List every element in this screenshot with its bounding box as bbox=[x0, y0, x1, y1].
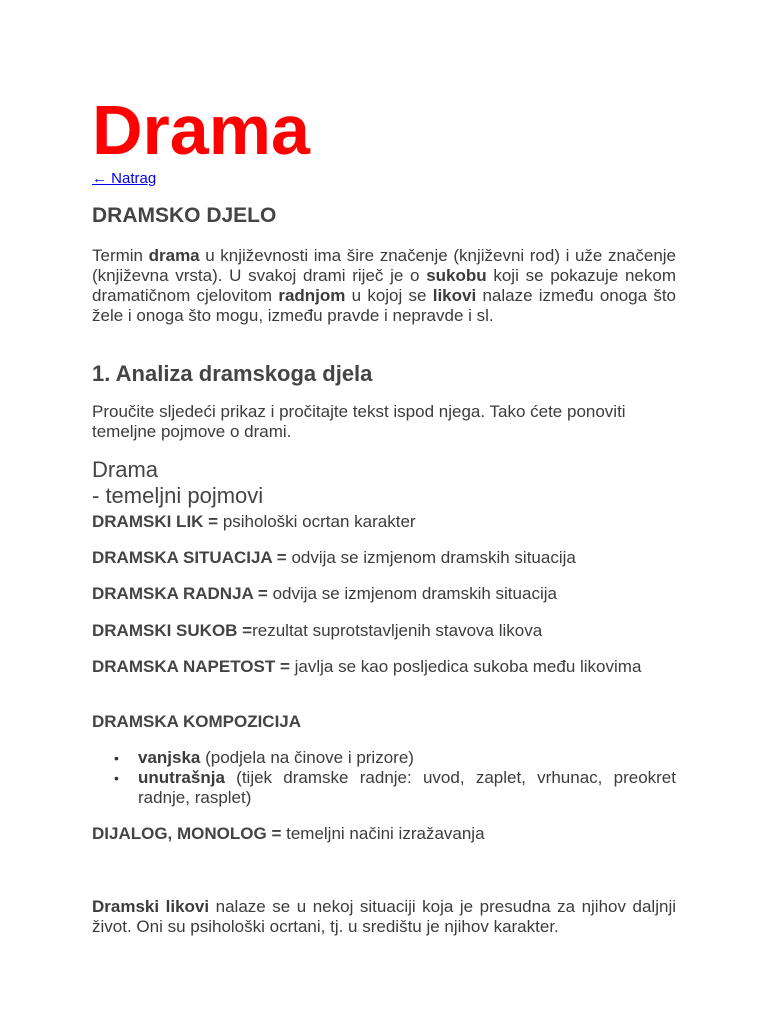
subtitle-line-1: Drama bbox=[92, 457, 159, 482]
back-link[interactable]: ← Natrag bbox=[92, 170, 157, 187]
term-label: DRAMSKA NAPETOST = bbox=[92, 657, 295, 676]
term-dramska-situacija bbox=[92, 548, 576, 568]
term-dramski-sukob bbox=[92, 621, 542, 641]
list-item bbox=[92, 768, 676, 808]
section-heading-analiza: 1. Analiza dramskoga djela bbox=[92, 361, 373, 386]
term-label: DRAMSKA SITUACIJA = bbox=[92, 548, 292, 567]
term-definition: psihološki ocrtan karakter bbox=[222, 512, 416, 531]
likovi-text: nalaze se u nekoj situaciji koja je presudna za njihov daljnji život. Oni su psihološki ocrtani, tj. u središtu je njihov karakter. bbox=[92, 897, 676, 936]
intro-text-1: Termin bbox=[92, 246, 149, 265]
kompozicija-list bbox=[92, 748, 676, 808]
intro-bold-likovi: likovi bbox=[432, 286, 477, 305]
term-definition: odvija se izmjenom dramskih situacija bbox=[272, 584, 557, 603]
term-definition: rezultat suprotstavljenih stavova likova bbox=[252, 621, 543, 640]
term-label: DRAMSKI SUKOB = bbox=[92, 621, 253, 640]
list-item-text: (tijek dramske radnje: uvod, zaplet, vrhunac, preokret radnje, rasplet) bbox=[138, 768, 676, 807]
list-item-bold: vanjska bbox=[138, 748, 201, 767]
term-dijalog-monolog bbox=[92, 824, 485, 844]
term-definition: odvija se izmjenom dramskih situacija bbox=[291, 548, 576, 567]
diagram-subtitle bbox=[92, 457, 263, 509]
intro-bold-sukobu: sukobu bbox=[426, 266, 487, 285]
list-item-bold: unutrašnja bbox=[138, 768, 225, 787]
section-heading-dramsko-djelo: DRAMSKO DJELO bbox=[92, 204, 277, 227]
list-item-text: (podjela na činove i prizore) bbox=[200, 748, 414, 767]
likovi-paragraph bbox=[92, 897, 676, 937]
term-dramski-lik bbox=[92, 512, 416, 532]
subtitle-line-2: - temeljni pojmovi bbox=[92, 483, 264, 508]
term-label: DRAMSKA RADNJA = bbox=[92, 584, 273, 603]
intro-bold-radnjom: radnjom bbox=[278, 286, 346, 305]
intro-text-3: koji se pokazuje nekom dramatičnom cjelovitom bbox=[92, 266, 676, 305]
page-title: Drama bbox=[92, 91, 310, 169]
likovi-bold: Dramski likovi bbox=[92, 897, 210, 916]
instruction-paragraph: Proučite sljedeći prikaz i pročitajte tekst ispod njega. Tako ćete ponoviti temeljne pojmove o drami. bbox=[92, 402, 626, 441]
intro-bold-drama: drama bbox=[148, 246, 200, 265]
bullet-icon: • bbox=[114, 750, 119, 766]
intro-text-4: u kojoj se bbox=[345, 286, 433, 305]
term-dramska-napetost bbox=[92, 657, 641, 677]
kompozicija-heading: DRAMSKA KOMPOZICIJA bbox=[92, 712, 302, 731]
term-label: DRAMSKI LIK = bbox=[92, 512, 223, 531]
list-item bbox=[92, 748, 676, 768]
intro-paragraph bbox=[92, 246, 676, 326]
term-definition: temeljni načini izražavanja bbox=[286, 824, 485, 843]
term-label: DIJALOG, MONOLOG = bbox=[92, 824, 287, 843]
term-definition: javlja se kao posljedica sukoba među likovima bbox=[294, 657, 642, 676]
bullet-icon: • bbox=[114, 770, 119, 786]
intro-text-5: nalaze između onoga što žele i onoga što mogu, između pravde i nepravde i sl. bbox=[92, 286, 677, 325]
intro-text-2: u književnosti ima šire značenje (književni rod) i uže značenje (književna vrsta). U svakoj drami riječ je o bbox=[92, 246, 677, 285]
term-dramska-radnja bbox=[92, 584, 557, 604]
